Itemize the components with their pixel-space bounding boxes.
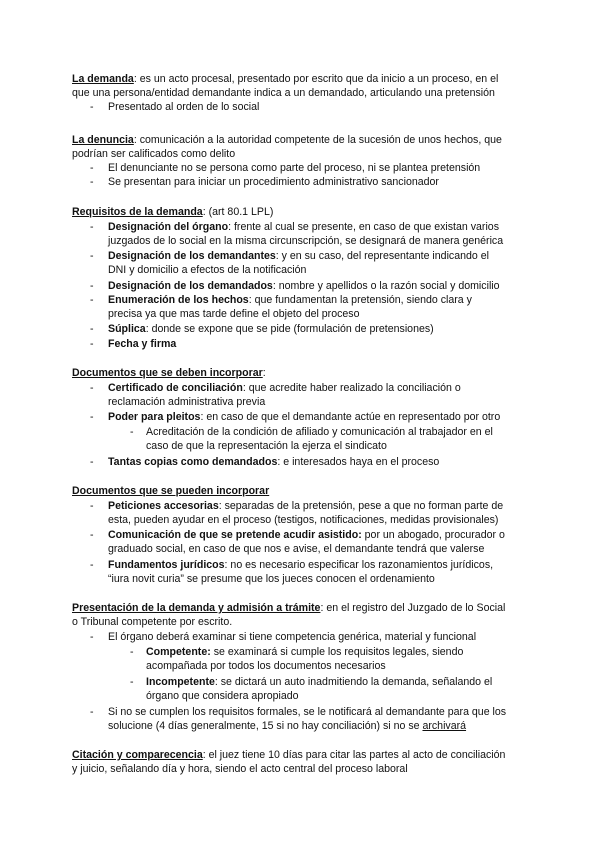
dash: - <box>90 280 94 292</box>
denuncia-term: La denuncia <box>72 134 134 146</box>
list-item: Designación del órgano: frente al cual se presente, en caso de que existan varios <box>108 221 499 233</box>
list-item: El denunciante no se persona como parte del proceso, ni se plantea pretensión <box>108 162 481 174</box>
list-item: Peticiones accesorias: separadas de la pretensión, pese a que no forman parte de <box>108 500 504 512</box>
dash: - <box>90 559 94 571</box>
list-item: Comunicación de que se pretende acudir asistido: por un abogado, procurador o <box>108 529 505 541</box>
list-item: Fecha y firma <box>108 338 177 350</box>
dash: - <box>90 250 94 262</box>
list-item: Designación de los demandantes: y en su caso, del representante indicando el <box>108 250 489 262</box>
deben-heading: Documentos que se deben incorporar: <box>72 367 266 379</box>
list-item-cont: solucione (4 días generalmente, 15 si no hay conciliación) si no se archivará <box>108 720 467 732</box>
list-item-cont: DNI y domicilio a efectos de la notificación <box>108 264 307 276</box>
presentacion-paragraph-cont: o Tribunal competente por escrito. <box>72 616 233 628</box>
dash: - <box>130 676 134 688</box>
dash: - <box>90 101 94 113</box>
demanda-term: La demanda <box>72 73 134 85</box>
dash: - <box>90 500 94 512</box>
list-item-cont: juzgados de lo social en la misma circunscripción, se designará de manera genérica <box>108 235 504 247</box>
dash: - <box>90 529 94 541</box>
dash: - <box>90 176 94 188</box>
list-item: Tantas copias como demandados: e interesados haya en el proceso <box>108 456 440 468</box>
pueden-heading: Documentos que se pueden incorporar <box>72 485 270 497</box>
archivara-link: archivará <box>422 720 467 732</box>
demanda-paragraph-cont: que una persona/entidad demandante indica a un demandado, articulando una pretensión <box>72 87 495 99</box>
presentacion-paragraph: Presentación de la demanda y admisión a trámite: en el registro del Juzgado de lo Social <box>72 602 506 614</box>
list-item: Designación de los demandados: nombre y apellidos o la razón social y domicilio <box>108 280 500 292</box>
list-item: Poder para pleitos: en caso de que el demandante actúe en representado por otro <box>108 411 501 423</box>
dash: - <box>130 426 134 438</box>
dash: - <box>90 411 94 423</box>
list-item-cont: esta, pueden ayudar en el proceso (testigos, notificaciones, medidas provisionales) <box>108 514 499 526</box>
denuncia-paragraph: La denuncia: comunicación a la autoridad competente de la sucesión de unos hechos, que <box>72 134 502 146</box>
dash: - <box>90 382 94 394</box>
dash: - <box>90 631 94 643</box>
sub-list-item-cont: caso de que la representación la ejerza el sindicato <box>146 440 387 452</box>
dash: - <box>90 456 94 468</box>
requisitos-heading: Requisitos de la demanda: (art 80.1 LPL) <box>72 206 274 218</box>
list-item-cont: “iura novit curia” se presume que los jueces conocen el ordenamiento <box>108 573 435 585</box>
list-item-cont: precisa ya que mas tarde define el objeto del proceso <box>108 308 360 320</box>
sub-list-item: Incompetente: se dictará un auto inadmitiendo la demanda, señalando el <box>146 676 493 688</box>
sub-list-item-cont: órgano que considera apropiado <box>146 690 299 702</box>
list-item: Enumeración de los hechos: que fundamentan la pretensión, siendo clara y <box>108 294 472 306</box>
denuncia-paragraph-cont: podrían ser calificados como delito <box>72 148 236 160</box>
citacion-paragraph-cont: y juicio, señalando día y hora, siendo el acto central del proceso laboral <box>72 763 408 775</box>
citacion-paragraph: Citación y comparecencia: el juez tiene 10 días para citar las partes al acto de conciliación <box>72 749 506 761</box>
dash: - <box>90 706 94 718</box>
dash: - <box>90 294 94 306</box>
list-item: El órgano deberá examinar si tiene competencia genérica, material y funcional <box>108 631 477 643</box>
dash: - <box>90 323 94 335</box>
list-item: Certificado de conciliación: que acredite haber realizado la conciliación o <box>108 382 461 394</box>
sub-list-item: Competente: se examinará si cumple los requisitos legales, siendo <box>146 646 464 658</box>
dash: - <box>90 162 94 174</box>
list-item: Se presentan para iniciar un procedimiento administrativo sancionador <box>108 176 439 188</box>
dash: - <box>90 221 94 233</box>
list-item: Súplica: donde se expone que se pide (formulación de pretensiones) <box>108 323 434 335</box>
dash: - <box>90 338 94 350</box>
demanda-paragraph: La demanda: es un acto procesal, presentado por escrito que da inicio a un proceso, en el <box>72 73 499 85</box>
list-item-cont: reclamación administrativa previa <box>108 396 266 408</box>
dash: - <box>130 646 134 658</box>
sub-list-item-cont: acompañada por todos los documentos necesarios <box>146 660 386 672</box>
list-item: Presentado al orden de lo social <box>108 101 260 113</box>
list-item-cont: graduado social, en caso de que nos e avise, el demandante tendrá que valerse <box>108 543 485 555</box>
list-item: Fundamentos jurídicos: no es necesario especificar los razonamientos jurídicos, <box>108 559 494 571</box>
list-item: Si no se cumplen los requisitos formales, se le notificará al demandante para que los <box>108 706 507 718</box>
sub-list-item: Acreditación de la condición de afiliado y comunicación al trabajador en el <box>146 426 493 438</box>
